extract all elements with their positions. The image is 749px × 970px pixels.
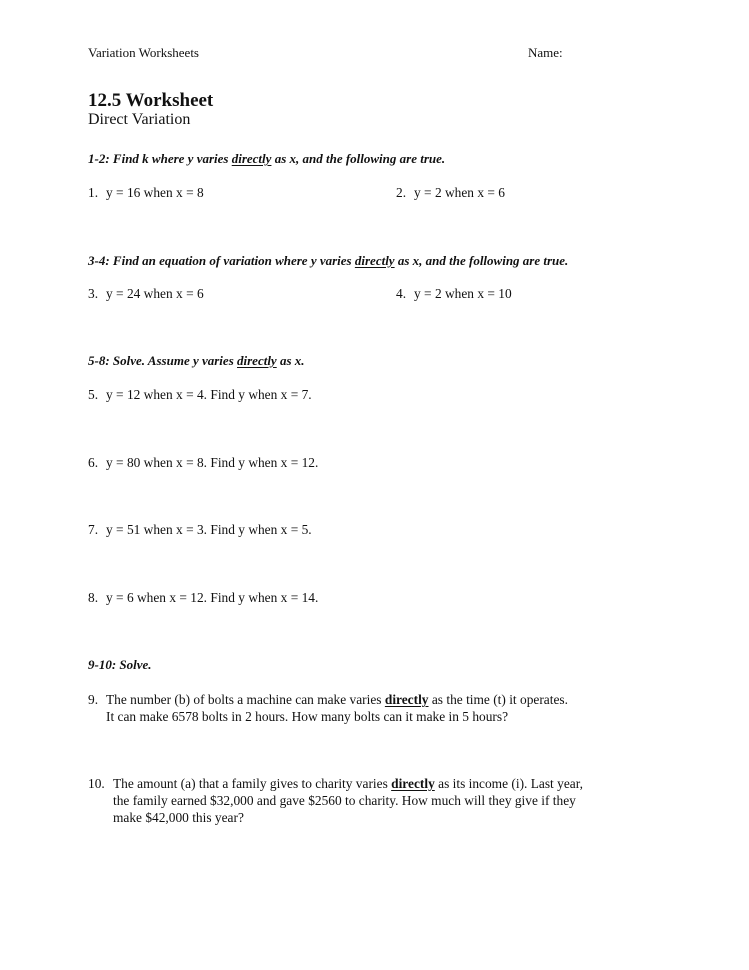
problem-number: 2.	[396, 185, 407, 200]
instruction-text: 5-8: Solve. Assume y varies	[88, 353, 237, 368]
problem-text: the family earned $32,000 and gave $2560 to charity. How much will they give if they	[113, 793, 576, 808]
problem-text: as the time (t) it operates.	[428, 692, 568, 707]
problem-text: y = 51 when x = 3. Find y when x = 5.	[106, 522, 312, 537]
problem-8	[88, 590, 318, 606]
problem-text: make $42,000 this year?	[113, 810, 244, 825]
problem-2	[396, 185, 505, 201]
problem-7	[88, 522, 312, 538]
problem-number: 9.	[88, 692, 99, 707]
problem-text: y = 24 when x = 6	[106, 286, 204, 301]
problem-text: The number (b) of bolts a machine can make varies	[106, 692, 385, 707]
problem-number: 1.	[88, 185, 99, 200]
problem-text: y = 12 when x = 4. Find y when x = 7.	[106, 387, 312, 402]
problem-text: y = 16 when x = 8	[106, 185, 204, 200]
instruction-emphasis: directly	[354, 253, 395, 268]
section-instruction-1-2	[88, 151, 445, 167]
problem-text: y = 2 when x = 6	[414, 185, 505, 200]
problem-3	[88, 286, 204, 302]
problem-number: 6.	[88, 455, 99, 470]
problem-4	[396, 286, 512, 302]
instruction-text: 1-2: Find k where y varies	[88, 151, 232, 166]
section-instruction-5-8	[88, 353, 305, 369]
problem-text: y = 6 when x = 12. Find y when x = 14.	[106, 590, 319, 605]
worksheet-subtitle: Direct Variation	[88, 111, 191, 128]
name-field-label: Name:	[528, 45, 563, 60]
problem-emphasis: directly	[384, 692, 429, 707]
document-header-left: Variation Worksheets	[88, 45, 199, 60]
instruction-text: as x.	[276, 353, 305, 368]
problem-text: The amount (a) that a family gives to charity varies	[113, 776, 392, 791]
problem-text: It can make 6578 bolts in 2 hours. How many bolts can it make in 5 hours?	[106, 709, 509, 724]
problem-5	[88, 387, 312, 403]
problem-number: 4.	[396, 286, 407, 301]
problem-text: y = 2 when x = 10	[414, 286, 512, 301]
problem-text: y = 80 when x = 8. Find y when x = 12.	[106, 455, 319, 470]
problem-number: 7.	[88, 522, 99, 537]
section-instruction-3-4	[88, 253, 568, 269]
problem-number: 3.	[88, 286, 99, 301]
problem-emphasis: directly	[391, 776, 435, 791]
problem-9	[88, 691, 568, 725]
instruction-emphasis: directly	[231, 151, 272, 166]
instruction-text: as x, and the following are true.	[394, 253, 569, 268]
section-instruction-9-10: 9-10: Solve.	[88, 657, 152, 672]
problem-number: 8.	[88, 590, 99, 605]
instruction-emphasis: directly	[237, 353, 277, 368]
problem-1	[88, 185, 204, 201]
problem-6	[88, 455, 318, 471]
problem-text: as its income (i). Last year,	[434, 776, 583, 791]
problem-10	[88, 775, 583, 826]
instruction-text: as x, and the following are true.	[271, 151, 446, 166]
problem-number: 10.	[88, 776, 105, 791]
instruction-text: 3-4: Find an equation of variation where y varies	[88, 253, 355, 268]
problem-number: 5.	[88, 387, 99, 402]
worksheet-title: 12.5 Worksheet	[88, 90, 214, 111]
